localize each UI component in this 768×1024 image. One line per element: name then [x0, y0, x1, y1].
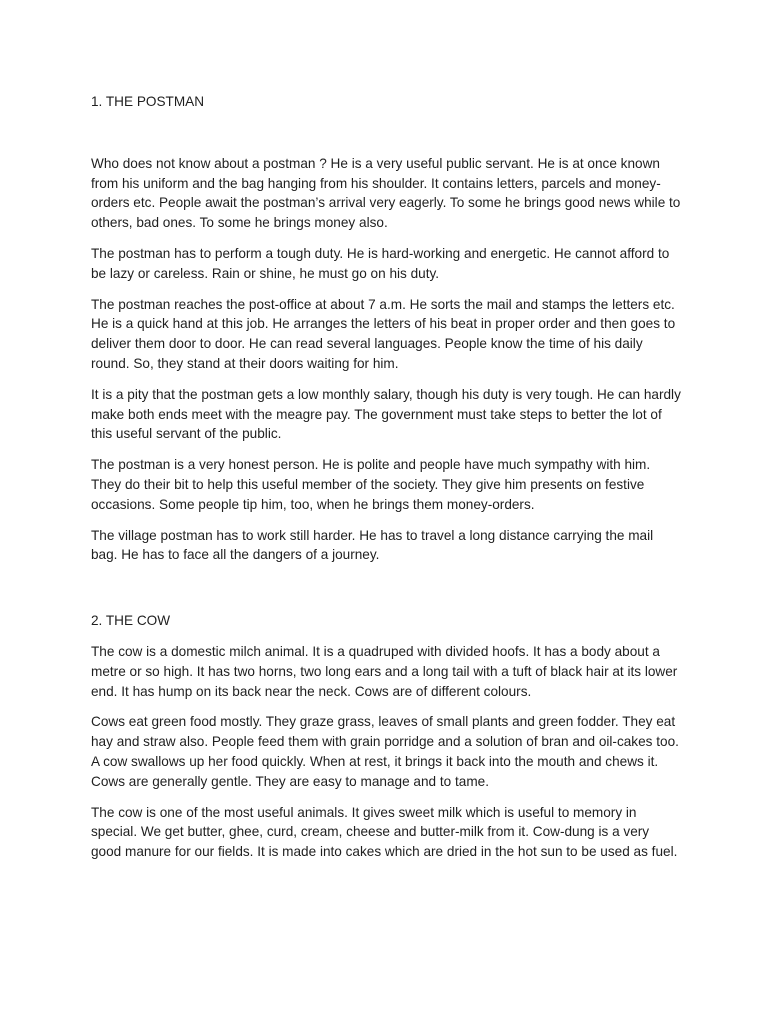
- section-the-cow: [91, 611, 681, 862]
- paragraph: The postman has to perform a tough duty. He is hard-working and energetic. He cannot afford to be lazy or careless. Rain or shine, he must go on his duty.: [91, 245, 670, 281]
- paragraph: The cow is one of the most useful animals. It gives sweet milk which is useful to memory in special. We get butter, ghee, curd, cream, cheese and butter-milk from it. Cow-dung is a very good manure for our fields. It is made into cakes which are dried in the hot sun to be used as fuel.: [91, 804, 678, 860]
- section-the-postman: [91, 92, 681, 565]
- paragraph: The postman is a very honest person. He is polite and people have much sympathy with him. They do their bit to help this useful member of the society. They give him presents on festive occasions. Some people tip him, too, when he brings them money-orders.: [91, 457, 651, 512]
- section-heading: 1. THE POSTMAN: [91, 94, 205, 109]
- document-content: [91, 92, 681, 873]
- paragraph: It is a pity that the postman gets a low monthly salary, though his duty is very tough. He can hardly make both ends meet with the meagre pay. The government must take steps to better the lot of this useful servant of the public.: [91, 386, 681, 442]
- paragraph: Who does not know about a postman ? He is a very useful public servant. He is at once known from his uniform and the bag hanging from his shoulder. It contains letters, parcels and money-orders etc. People await the postman’s arrival very eagerly. To some he brings good news while to others, bad ones. To some he brings money also.: [91, 155, 681, 231]
- paragraph: The postman reaches the post-office at about 7 a.m. He sorts the mail and stamps the letters etc. He is a quick hand at this job. He arranges the letters of his beat in proper order and then goes to deliver them door to door. He can read several languages. People know the time of his daily round. So, they stand at their doors waiting for him.: [91, 296, 676, 371]
- section-heading: 2. THE COW: [91, 613, 171, 629]
- paragraph: The village postman has to work still harder. He has to travel a long distance carrying the mail bag. He has to face all the dangers of a journey.: [91, 527, 654, 563]
- paragraph: The cow is a domestic milch animal. It is a quadruped with divided hoofs. It has a body about a metre or so high. It has two horns, two long ears and a long tail with a tuft of black hair at its lower end. It has hump on its back near the neck. Cows are of different colours.: [91, 643, 678, 699]
- paragraph: Cows eat green food mostly. They graze grass, leaves of small plants and green fodder. They eat hay and straw also. People feed them with grain porridge and a solution of bran and oil-cakes too. A cow swallows up her food quickly. When at rest, it brings it back into the mouth and chews it. Cows are generally gentle. They are easy to manage and to tame.: [91, 714, 679, 789]
